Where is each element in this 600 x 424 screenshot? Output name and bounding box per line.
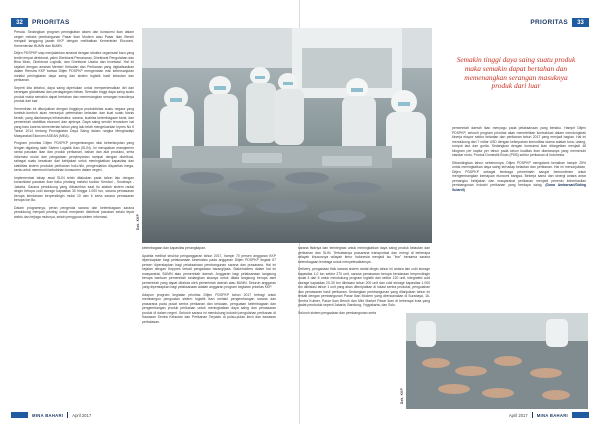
paragraph: pemerintah daerah ikan menyagu pada pelaksanaan yang berlaku. Hampir Ditjen PDSPKP, seluruh program prioritas akan menerbitkan kontraktual dalam mendongkrak kinerja ekspor sektor kelautan dan perikanan tahun 2017 yang menjadi bagian. Hal ini mendukung dari 7 miliar USD dengan kelimpahan komoditas utama adalah tuna, udang, rumput laut dan gurita. Sedangkan dengan konsumsi ikan ditargetkan menjadi 48 kilogram per kapita per tahun pada tahun kualitas ikan diantaranya yang memenuhi standar mutu. Produk Domestik Bruto (PDB) sektor perikanan di Indonesia. xyxy=(452,126,586,157)
author-signoff: (Dona Ambarsari/Diding Sutardi) xyxy=(452,183,586,192)
paragraph: Kementrian ini ditunjukkan dengan tingginya produktivitas suatu negara yang tumbuh-tumbuh akan menunjuk peternakan kelautan dan kuat suatu bisnis bersih, yang diantaranya infrastruktur, sarana, kualitas kelembagaan bank, dan pemerintah stabilitas ekonomi dan ajeknya. Daya saing sendiri tercantum hal yang baru karena kementerian tahun yang lalu telah mengeluarkan Inpres No 6 Tahun 2014 tentang Peningkatan Daya Saing dalam rangka Menghadapi Masyarakat Ekonomi ASEAN (MEA). xyxy=(14,106,134,138)
right-section-title: PRIORITAS xyxy=(530,19,568,26)
left-section-title: PRIORITAS xyxy=(32,19,70,26)
left-page-number: 32 xyxy=(11,18,28,27)
paragraph: Adapun program kegiatan prioritas Ditjen PDSPKP tahun 2017 terbagi untuk membangun penguatan sistem logistik ikan melalui pengembangan sarana dan prasarana pada pusat sentra perikanan dan kelautan, penguatan kelembagaan dan pengembangan produk perikanan untuk meningkatkan daya saing dan pemasaran produk di dalam negeri. Seluruh sarana ini mendukung industri pengolahan perikanan di Kawasan Sentra Kelautan dan Perikanan Terpadu di pulau-pulau kecil dan kawasan perbatasan. xyxy=(142,292,276,324)
article-column-3 xyxy=(298,246,430,318)
footer-accent xyxy=(572,412,589,418)
paragraph: sarana fisiknya dan terintegrasi untuk meningkatkan daya saing produk kelautan dan perikanan dan SLIN. Terbatasnya prasarana transportasi dan energi di beberapa wilayah khususnya wilayah timur Indonesia menjadi isu "live" bersama sarana kelembagaan lembaga untuk menyelesaikannya. xyxy=(298,246,430,264)
footer-magazine-name: MINA BAHARI xyxy=(536,412,568,418)
paragraph: Seluruh sistem pengadaan dan pembangunan serta xyxy=(298,310,377,315)
photo-credit: Dok. KKP xyxy=(136,214,140,231)
paragraph: kelembagaan dan kapasitas perangkapan. xyxy=(142,246,206,250)
footer-divider xyxy=(67,412,68,418)
paragraph: Seperti kita ketahui, daya saing diperlukan untuk memperkenalkan diri dan serangan globalisasi dan perdagangan bebas. Semakin tinggi daya saing suatu produk maka semakin dapat bertahan dan memenangkan serangan masuknya produk dari luar. xyxy=(14,85,134,103)
left-footer xyxy=(11,412,91,418)
paragraph-text: Dibandingkan tahun sebelumnya, Ditjen PDSPKP mengalami kenaikan hampir 25% untuk meningkatkan daya saing terhadap kelautan dan perikanan. Hal ini menunjukkan, Ditjen PDSPKP sebagai lembaga pemerintah sangat berkomitmen untuk mengembangkan kemajuan ekonomi bangsa. Bekerja sama dan sinergi antara antar pemangku kebijakan dan masyarakat perikanan menjadi penentu keberhasilan pembangunan industri perikanan yang berdaya saing. xyxy=(452,160,586,187)
footer-accent xyxy=(11,412,28,418)
pull-quote: Semakin tinggi daya saing suatu produk maka semakin dapat bertahan dan memenangkan serangan masuknya produk dari luar xyxy=(456,55,576,91)
footer-magazine-name: MINA BAHARI xyxy=(32,412,64,418)
paragraph: Program prioritas Ditjen PDSPKP pengembangan nilai keberlanjutan yang tengah digalang ialah Sistem Logistik Ikan (SLIN). Ini merupakan manajemen rantai pasokan ikan dan produk perikanan, bahan dan alat produksi, serta informasi mulai dari pengadaan penyimpanan sampai dengan distribusi, sebagai suatu kesatuan dari kebijakan untuk meningkatkan kapasitas dan stabilitas sistem produksi perikanan hulu-hilir, pengendalian disparitas harga, serta untuk memenuhi kebutuhan konsumen dalam negeri. xyxy=(14,141,134,172)
fish-processing-image xyxy=(406,313,588,409)
paragraph xyxy=(452,161,586,193)
footer-divider xyxy=(532,412,533,418)
article-column-2 xyxy=(142,246,276,327)
paragraph: Dalam programnya, peran pengelola sarana dan kelembagaan sarana pendukung menjadi penting untuk menjamin distribusi pasokan selalu tepat waktu dan terjaga mutunya, selain pengguna sistem informasi, xyxy=(14,205,134,219)
paragraph: Apabila melihat struktur penganggaran tahun 2017, hampir 70 persen anggaran KKP dipersiapkan bagi pelaksanaan kesehatan pada anggaran Ditjen PDSPKP tingkat 67 persen dipersiapkan bagi pelaksanaan pembangunan sarana dan prasarana. Hal ini sejalan dengan Keppres terkait pengadaan barang/jasa. Stakeholders dalam hal ini masyarakat, BUMN atau pemerintah daerah. Anggaran bagi pelaksanaan langsung berupa bantuan pemerintah sedangkan sisanya untuk ditata langsung berupa aset pemerintah yang dapat dikelola oleh pemerintah daerah atau BUMN. Seluruh anggaran yang dipersiapkan bagi pelaksanaan adalah anggaran program kegiatan prioritas KKP. xyxy=(142,253,276,289)
right-page-number: 33 xyxy=(572,18,589,27)
paragraph: Persda. Sedangkan program peningkatan akses dan konsumsi ikan dalam negeri melalui pembangunan Pasar Ikan Modern atau Pasar Ikan Bersih menjadi tanggung jawab KKP dengan melibatkan Kementrian Ekonomi, Kementerian BUMN dan BUMN. xyxy=(14,30,134,48)
footer-date: April 2017 xyxy=(72,412,92,418)
left-header xyxy=(11,18,70,27)
paragraph: Ditjen PDSPKP siap menjalankan amanat dengan struktur organisasi baru yang terdiri empat direktorat, yakni Direktorat Pemasaran, Direktorat Pengolahan dan Bina Mutu, Direktorat Logistik, dan Direktorat Usaha dan Investasi. Hal ini sejalan dengan amanat Menteri Kelautan dan Perikanan yang digitalisasikan dalam Renstra KKP bahwa Ditjen PDSPKP mengemban misi kebersanjutan melalui peningkatan daya saing dan sistem logistik hasil kelautan dan perikanan. xyxy=(14,51,134,82)
factory-photo xyxy=(142,28,432,243)
photo-credit: Dok. KKP xyxy=(400,388,404,405)
footer-date: April 2017 xyxy=(508,412,528,418)
paragraph: Implementasi tahap awal SLIN telah dilakukan pada tahun lalu dengan konsolidasi pasokan ikan baku pindang melalui koridor Kendari - Surabaya - Jakarta. Sarana pendukung yang dibutuhkan saat itu adalah sistem rantai dingin berupa cold storage kapasitas 30 hingga 1.000 ton, sarana pemasaran berupa kendaraan berpendingin mulai 10 dan 6 serta sarana pemasaran berupa ton Bo. xyxy=(14,175,134,202)
paragraph: Delivery, pengadaan fisik sarana sistem rantai dingin tahun ini antara lain cold storage kapasitas 1.0 ton sektor 270 unit, sarana pemasaran berupa kendaraan berpendingin mulai 4 dan 6 untuk mendukung program logistik dan sektor 120 unit, integrated cold storage kapasitas 20-30 ton diinisiasi tahun 200 unit dan cold storage kapasitas 1.000 ton diinisiasi tahun 1 unit yang akan ditempatkan di lokasi sentra produksi, pengolahan dan pemasaran hasil perikanan. Sedangkan pembangunan yang dilanjutkan tahun ini terkait dengan pembangunan Pasar Ikan Modern yang direncanakan di Surabaya, 16-Sentra Kuliner, Pasar Ikan Bersih dan Mini Market Pasar Ikan di beberapa kota yang padat penduduk seperti Jakarta, Bandung, Yogyakarta, dan Solo. xyxy=(298,267,430,307)
right-header xyxy=(530,18,589,27)
fish-photo xyxy=(406,313,588,409)
article-column-1 xyxy=(14,30,134,222)
article-column-4 xyxy=(452,126,586,195)
right-footer xyxy=(509,412,589,418)
factory-workers-image xyxy=(142,28,432,243)
